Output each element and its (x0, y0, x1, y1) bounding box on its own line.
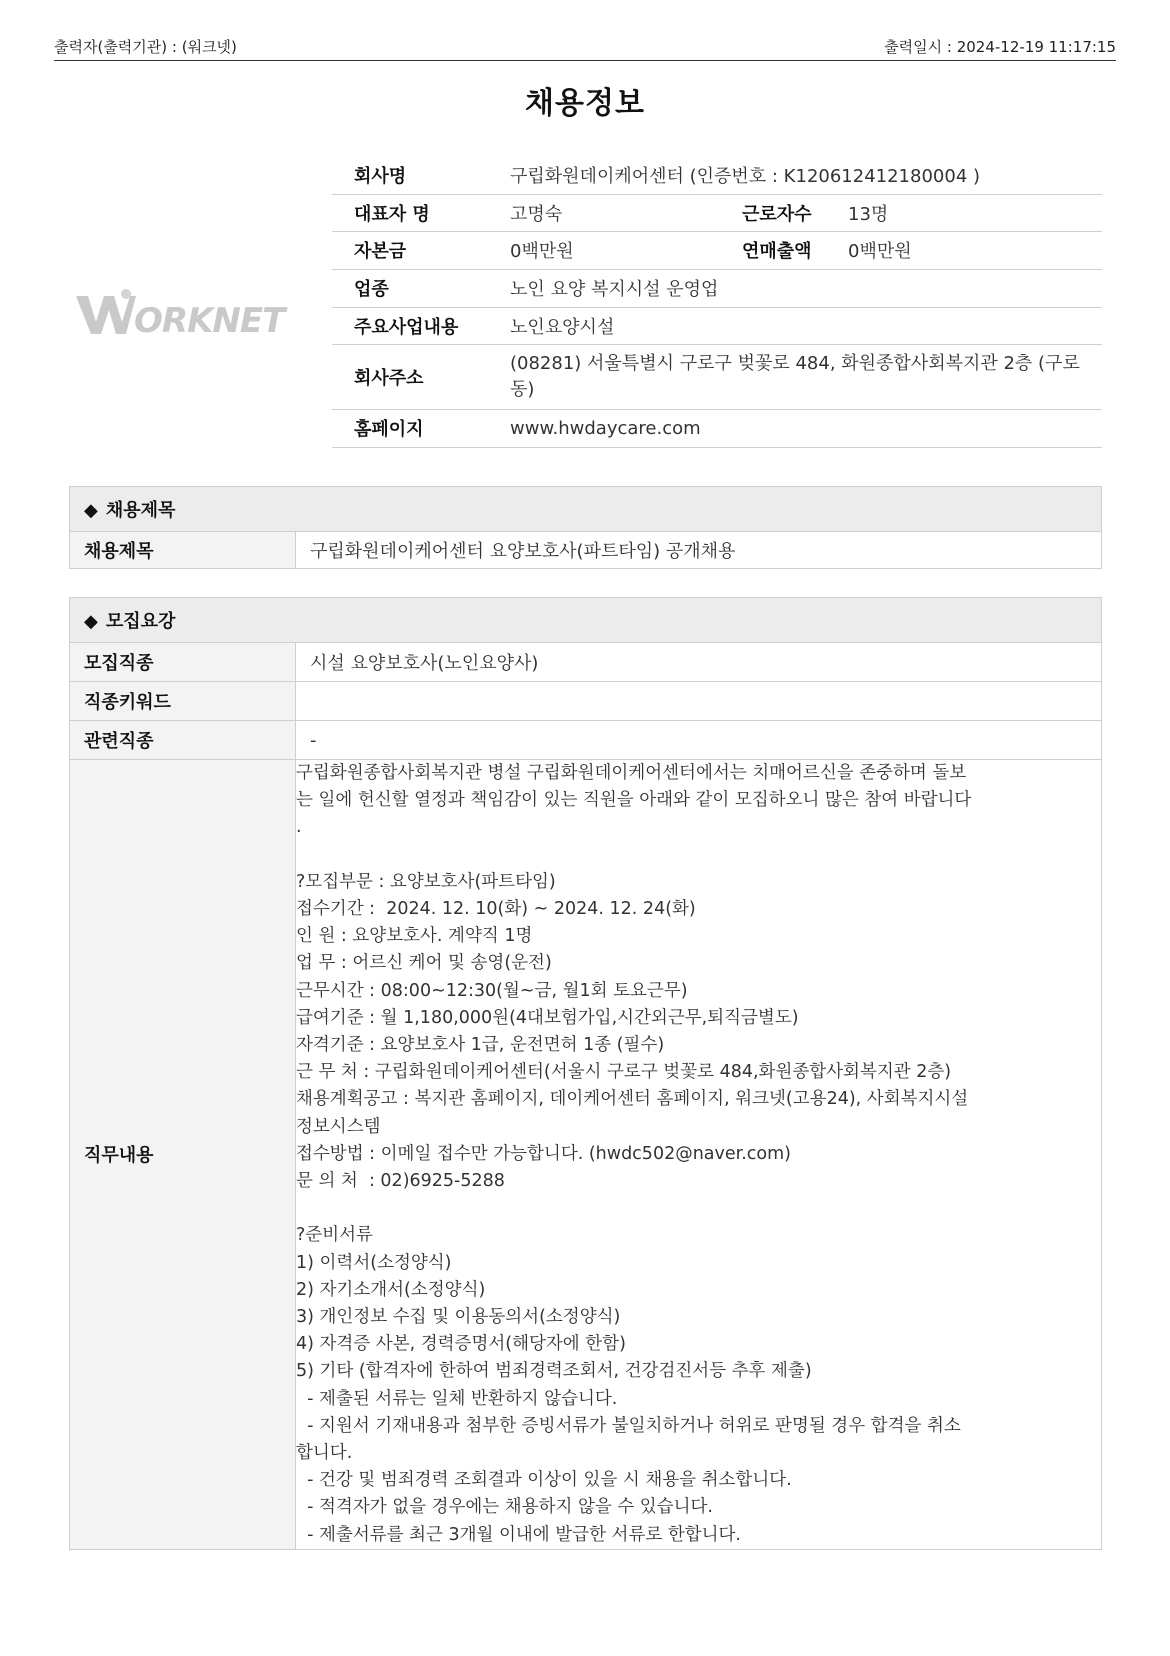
keyword-value (296, 682, 1102, 721)
homepage-label: 홈페이지 (332, 409, 510, 447)
printer-info: 출력자(출력기관) : (워크넷) (54, 38, 237, 56)
ceo-label: 대표자 명 (332, 194, 510, 231)
sales-label: 연매출액 (742, 231, 848, 269)
requirements-section-header (70, 598, 1102, 643)
duty-row (70, 760, 1102, 1550)
print-datetime: 출력일시 : 2024-12-19 11:17:15 (884, 38, 1116, 56)
worknet-logo-icon (74, 282, 296, 344)
workers-label: 근로자수 (742, 194, 848, 231)
duty-content: 구립화원종합사회복지관 병설 구립화원데이케어센터에서는 치매어르신을 존중하며 돌보 는 일에 헌신할 열정과 책임감이 있는 직원을 아래와 같이 모집하오니 많은 참여 바랍니다 . ?모집부문 : 요양보호사(파트타임) 접수기간 : 2024. 12. 10(화) ~ 2024. 12. 24(화) 인 원 : 요양보호사. 계약직 1명 업 무 : 어르신 케어 및 송영(운전) 근무시간 : 08:00~12:30(월~금, 월1회 토요근무) 급여기준 : 월 1,180,000원(4대보험가입,시간외근무,퇴직금별도) 자격기준 : 요양보호사 1급, 운전면허 1종 (필수) 근 무 처 : 구립화원데이케어센터(서울시 구로구 벚꽃로 484,화원종합사회복지관 2층) 채용계획공고 : 복지관 홈페이지, 데이케어센터 홈페이지, 워크넷(고용24), 사회복지시설 정보시스템 접수방법 : 이메일 접수만 가능합니다. (hwdc502@naver.com) 문 의 처 : 02)6925-5288 ?준비서류 1) 이력서(소정양식) 2) 자기소개서(소정양식) 3) 개인정보 수집 및 이용동의서(소정양식) 4) 자격증 사본, 경력증명서(해당자에 한함) 5) 기타 (합격자에 한하여 범죄경력조회서, 건강검진서등 추후 제출) - 제출된 서류는 일체 반환하지 않습니다. - 지원서 기재내용과 첨부한 증빙서류가 불일치하거나 허위로 판명될 경우 합격을 취소 합니다. - 건강 및 범죄경력 조회결과 이상이 있을 시 채용을 취소합니다. - 적격자가 없을 경우에는 채용하지 않을 수 있습니다. - 제출서류를 최근 3개월 이내에 발급한 서류로 한합니다. (296, 760, 1102, 1550)
ceo-value: 고명숙 (510, 194, 742, 231)
recruit-title-label: 채용제목 (70, 532, 296, 569)
company-info-table (332, 156, 1102, 448)
workers-value: 13명 (848, 194, 1102, 231)
related-value: - (296, 721, 1102, 760)
job-row (70, 643, 1102, 682)
company-row-capital (332, 231, 1102, 269)
address-label: 회사주소 (332, 344, 510, 409)
related-row (70, 721, 1102, 760)
svg-text:ORKNET: ORKNET (134, 301, 285, 341)
company-row-industry (332, 269, 1102, 307)
requirements-section-title: 모집요강 (105, 611, 176, 632)
company-row-business (332, 307, 1102, 344)
company-row-ceo (332, 194, 1102, 231)
keyword-row (70, 682, 1102, 721)
sales-value: 0백만원 (848, 231, 1102, 269)
worknet-logo (74, 282, 296, 344)
duty-label: 직무내용 (70, 760, 296, 1550)
capital-value: 0백만원 (510, 231, 742, 269)
business-label: 주요사업내용 (332, 307, 510, 344)
homepage-link[interactable]: www.hwdaycare.com (510, 409, 1102, 447)
related-label: 관련직종 (70, 721, 296, 760)
industry-value: 노인 요양 복지시설 운영업 (510, 269, 1102, 307)
company-row-name (332, 156, 1102, 194)
job-label: 모집직종 (70, 643, 296, 682)
recruit-title-section-title: 채용제목 (105, 500, 176, 521)
diamond-bullet-icon: ◆ (84, 500, 98, 521)
business-value: 노인요양시설 (510, 307, 1102, 344)
company-name-value: 구립화원데이케어센터 (인증번호 : K120612412180004 ) (510, 156, 1102, 194)
job-value: 시설 요양보호사(노인요양사) (296, 643, 1102, 682)
address-value: (08281) 서울특별시 구로구 벚꽃로 484, 화원종합사회복지관 2층 (구로동) (510, 344, 1102, 409)
company-row-address (332, 344, 1102, 409)
recruit-title-section-header (70, 487, 1102, 532)
capital-label: 자본금 (332, 231, 510, 269)
company-name-label: 회사명 (332, 156, 510, 194)
company-row-homepage (332, 409, 1102, 447)
recruit-title-value: 구립화원데이케어센터 요양보호사(파트타임) 공개채용 (296, 532, 1102, 569)
recruit-title-section (69, 486, 1102, 569)
print-header (54, 34, 1116, 61)
page-title: 채용정보 (525, 86, 645, 121)
recruit-title-row (70, 532, 1102, 569)
keyword-label: 직종키워드 (70, 682, 296, 721)
requirements-section (69, 597, 1102, 1550)
diamond-bullet-icon: ◆ (84, 611, 98, 632)
industry-label: 업종 (332, 269, 510, 307)
